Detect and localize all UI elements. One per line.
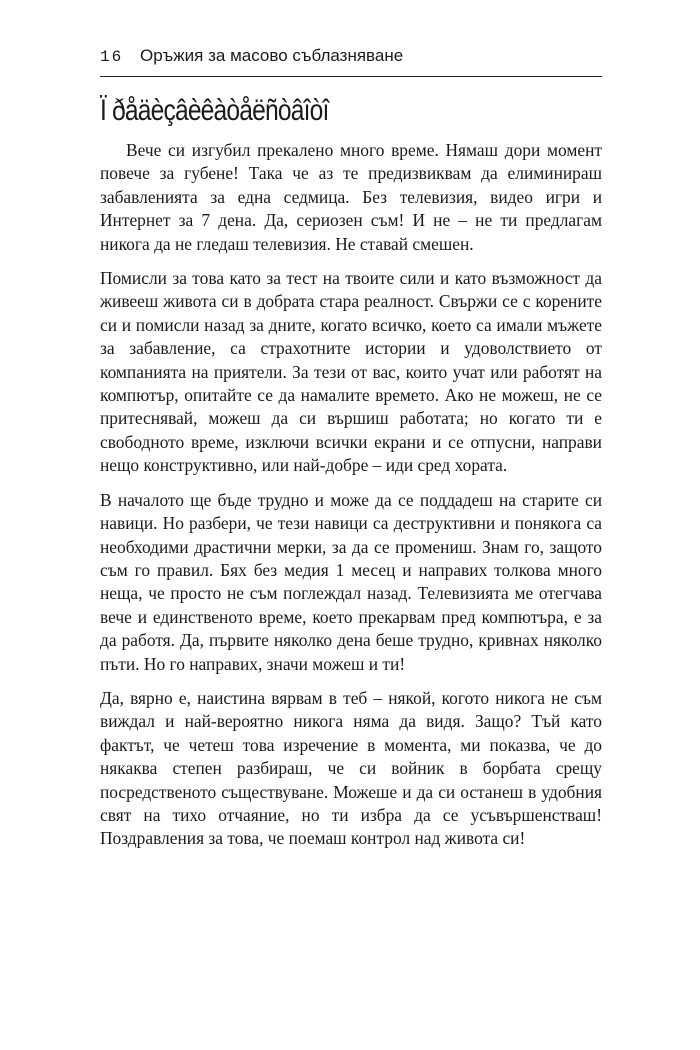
running-header [100, 46, 602, 77]
paragraph-4: Да, вярно е, наистина вярвам в теб – някой, когото никога не съм виждал и най-вероятно никога няма да видя. Защо? Тъй като фактът, че четеш това изречение в момента, ми показва, че до някаква степен разбираш, че си войник в борбата срещу посредственото съществуване. Можеше и да си останеш в удобния свят на тихо отчаяние, но ти избра да се усъвършенстваш! Поздравления за това, че поемаш контрол над живота си! [100, 687, 602, 849]
book-page [100, 46, 602, 862]
paragraph-2: Помисли за това като за тест на твоите сили и като възможност да живееш живота си в добрата стара реалност. Свържи се с корените си и помисли назад за дните, когато всичко, което са имали мъжете за забавление, са страхотните истории и удоволствието от компанията на приятели. За тези от вас, които учат или работят на компютър, опитайте се да намалите времето. Ако не можеш, не се притеснявай, можеш да си вършиш работата; но когато ти е свободното време, изключи всички екрани и се отпусни, направи нещо конструктивно, или най-добре – иди сред хората. [100, 268, 602, 476]
book-title: Оръжия за масово съблазняване [140, 46, 404, 65]
section-heading: Ï ðåäèçâèêàòåëñòâîòî [100, 94, 329, 127]
page-number: 16 [100, 48, 124, 66]
paragraph-3: В началото ще бъде трудно и може да се поддадеш на старите си навици. Но разбери, че тези навици са деструктивни и понякога са необходими драстични мерки, за да се промениш. Знам го, защото съм го правил. Бях без медия 1 месец и направих толкова много неща, че просто не съм поглеждал назад. Телевизията ме отегчава вече и единственото време, което прекарвам пред компютъра, е за да работя. Да, първите няколко дена беше трудно, кривнах няколко пъти. Но го направих, значи можеш и ти! [100, 489, 602, 674]
body-text [100, 139, 602, 851]
paragraph-1: Вече си изгубил прекалено много време. Нямаш дори момент повече за губене! Така че аз те предизвиквам да елиминираш забавленията за една седмица. Без телевизия, видео игри и Интернет за 7 дена. Да, сериозен съм! И не – не ти предлагам никога да не гледаш телевизия. Не ставай смешен. [100, 140, 602, 254]
